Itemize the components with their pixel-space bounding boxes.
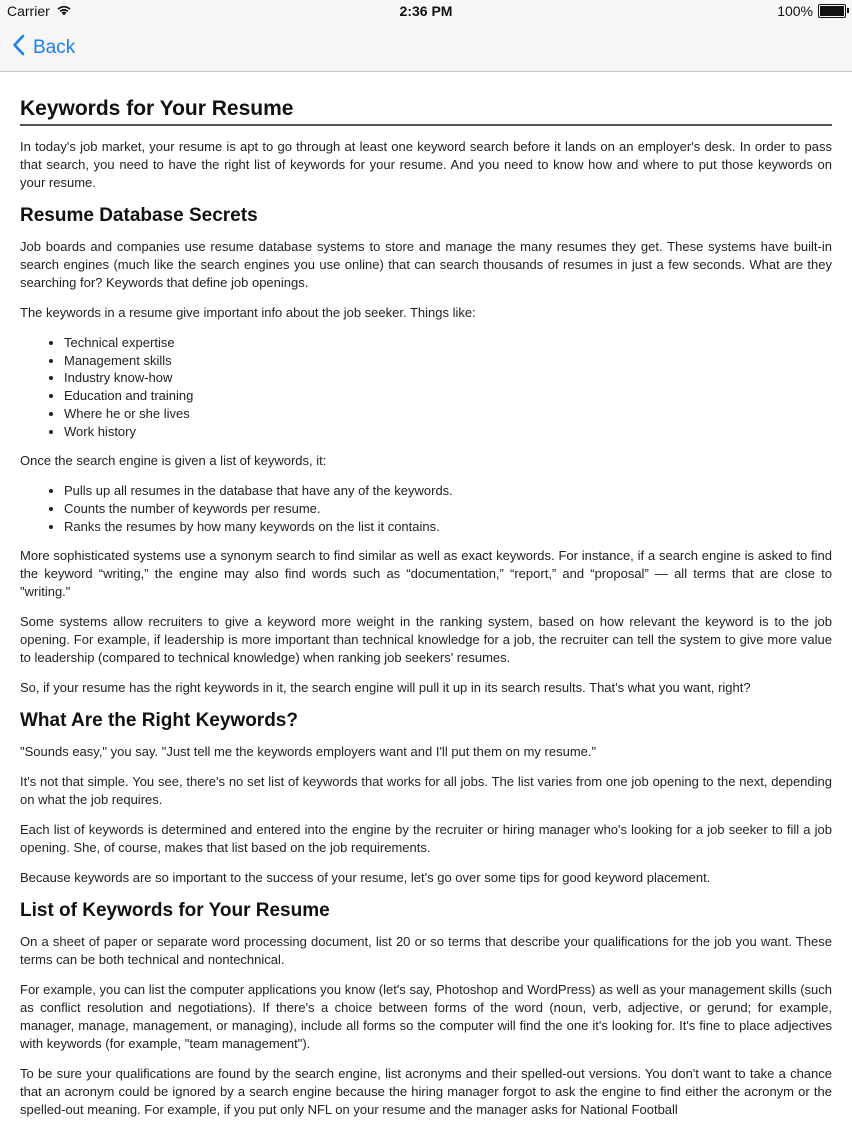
paragraph: So, if your resume has the right keywords in it, the search engine will pull it up in its search results. That's what you want, right?: [20, 680, 751, 696]
list-item: • Technical expertise: [64, 334, 832, 352]
list-item: • Pulls up all resumes in the database that have any of the keywords.: [64, 482, 832, 500]
battery-percent: 100%: [777, 3, 813, 19]
list-item: • Ranks the resumes by how many keywords on the list it contains.: [64, 518, 832, 536]
paragraph: More sophisticated systems use a synonym search to find similar as well as exact keywords. For instance, if a search engine is asked to find the keyword “writing,” the engine may also find words such as “documentation,” “report,” and “proposal” — all terms that are close to "writing.": [20, 548, 832, 600]
paragraph: Each list of keywords is determined and entered into the engine by the recruiter or hiring manager who's looking for a job seeker to fill a job opening. She, of course, makes that list based on the job requirements.: [20, 822, 832, 856]
article-content: [20, 96, 832, 1131]
status-time: 2:36 PM: [399, 3, 453, 19]
list-item: • Counts the number of keywords per resume.: [64, 500, 832, 518]
paragraph: Because keywords are so important to the success of your resume, let's go over some tips for good keyword placement.: [20, 870, 711, 886]
navigation-bar: [0, 24, 852, 72]
back-label: Back: [33, 37, 76, 58]
paragraph: Once the search engine is given a list of keywords, it:: [20, 453, 327, 469]
battery-fill: [820, 6, 844, 16]
paragraph: The keywords in a resume give important info about the job seeker. Things like:: [20, 305, 476, 320]
list-item: • Education and training: [64, 387, 832, 405]
carrier-label: Carrier: [7, 3, 50, 19]
paragraph: Job boards and companies use resume database systems to store and manage the many resumes they get. These systems have built-in search engines (much like the search engines you use online) that can search thousands of resumes in just a few seconds. What are they searching for? Keywords that define job openings.: [20, 239, 832, 290]
intro-paragraph: In today's job market, your resume is apt to go through at least one keyword search before it lands on an employer's desk. In order to pass that search, you need to have the right list of keywords for your resume. And you need to know how and where to put those keywords on your resume.: [20, 139, 832, 190]
paragraph: It's not that simple. You see, there's no set list of keywords that works for all jobs. The list varies from one job opening to the next, depending on what the job requires.: [20, 774, 832, 808]
search-engine-steps-list: [20, 482, 832, 535]
list-item: • Management skills: [64, 352, 832, 370]
paragraph: For example, you can list the computer applications you know (let's say, Photoshop and WordPress) as well as your management skills (such as conflict resolution and negotiations). If there's a choice between forms of the word (noun, verb, adjective, or gerund; for example, manager, manage, management, or managing), include all forms so the computer will find the one it's looking for. It's fine to place adjectives with keywords (for example, "team management").: [20, 982, 832, 1052]
status-right: [777, 3, 846, 19]
section-heading-right-keywords: What Are the Right Keywords?: [20, 710, 298, 732]
list-item: • Where he or she lives: [64, 405, 832, 423]
battery-icon: [818, 4, 846, 18]
battery-tip: [847, 8, 849, 13]
list-item: • Work history: [64, 423, 832, 441]
status-bar: [0, 0, 852, 24]
section-heading-keyword-list: List of Keywords for Your Resume: [20, 900, 330, 922]
paragraph: On a sheet of paper or separate word processing document, list 20 or so terms that describe your qualifications for the job you want. These terms can be both technical and nontechnical.: [20, 934, 832, 968]
section-heading-database-secrets: Resume Database Secrets: [20, 205, 258, 226]
paragraph: Some systems allow recruiters to give a keyword more weight in the ranking system, based on how relevant the keyword is to the job opening. For example, if leadership is more important than technical knowledge for a job, the recruiter can tell the system to give more value to leadership (compared to technical knowledge) when ranking job seekers' resumes.: [20, 614, 832, 666]
paragraph: To be sure your qualifications are found by the search engine, list acronyms and their spelled-out versions. You don't want to take a chance that an acronym could be ignored by a search engine because the hiring manager forgot to ask the engine to find either the acronym or the spelled-out meaning. For example, if you put only NFL on your resume and the manager asks for National Football: [20, 1066, 832, 1118]
chevron-left-icon: [12, 34, 25, 62]
keyword-info-list: [20, 334, 832, 440]
paragraph: "Sounds easy," you say. "Just tell me the keywords employers want and I'll put them on my resume.": [20, 744, 597, 760]
list-item: • Industry know-how: [64, 369, 832, 387]
page-title: Keywords for Your Resume: [20, 96, 832, 126]
back-button[interactable]: [12, 34, 75, 62]
